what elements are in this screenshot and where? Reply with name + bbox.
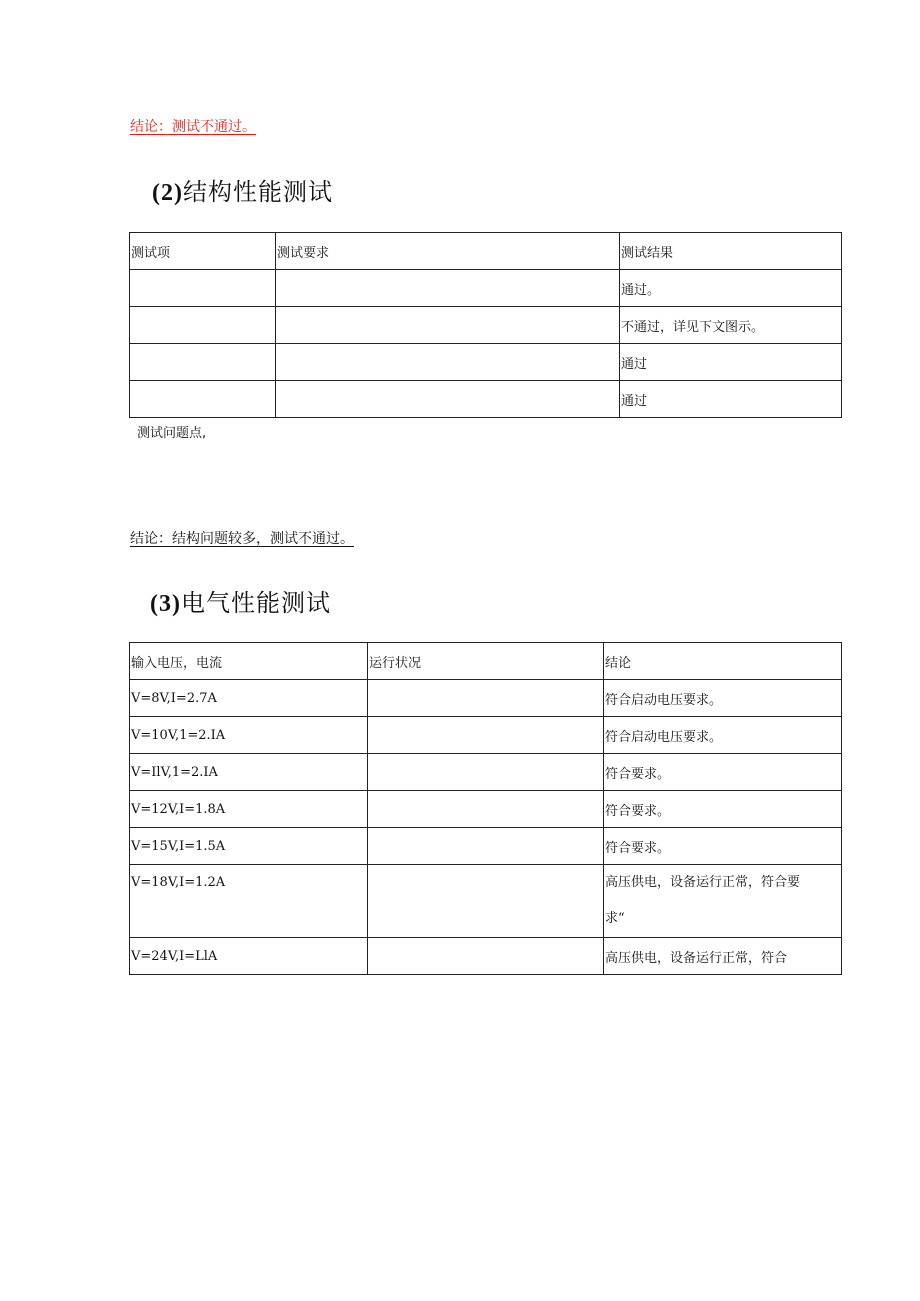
structure-test-table xyxy=(129,232,842,418)
table-cell xyxy=(368,791,604,828)
table-cell xyxy=(276,270,620,307)
table-row xyxy=(130,865,842,938)
table-row xyxy=(130,680,842,717)
electrical-test-table xyxy=(129,642,842,975)
table-cell xyxy=(276,381,620,418)
table-cell xyxy=(368,717,604,754)
table-cell xyxy=(368,680,604,717)
table-cell: V=12V,I=1.8A xyxy=(130,791,368,828)
header-cell: 输入电压，电流 xyxy=(130,643,368,680)
table-cell: V=15V,I=1.5A xyxy=(130,828,368,865)
conclusion-structure: 结论：结构问题较多，测试不通过。 xyxy=(130,531,354,547)
section-heading-structure xyxy=(152,172,333,207)
table-cell: 高压供电，设备运行正常，符合 xyxy=(604,938,842,975)
header-cell: 测试要求 xyxy=(276,233,620,270)
table-row xyxy=(130,754,842,791)
table-row xyxy=(130,938,842,975)
conclusion-not-pass: 结论：测试不通过。 xyxy=(130,119,256,135)
header-cell: 测试项 xyxy=(130,233,276,270)
table-cell xyxy=(368,754,604,791)
table-cell: V=10V,1=2.IA xyxy=(130,717,368,754)
table-cell: V=24V,I=LlA xyxy=(130,938,368,975)
header-cell: 结论 xyxy=(604,643,842,680)
table-cell: 符合要求。 xyxy=(604,754,842,791)
section-title: 电气性能测试 xyxy=(180,589,331,617)
table-cell: 通过。 xyxy=(620,270,842,307)
table-cell: 通过 xyxy=(620,381,842,418)
table-cell: 通过 xyxy=(620,344,842,381)
table-cell: 符合启动电压要求。 xyxy=(604,717,842,754)
table-cell: 高压供电，设备运行正常，符合要求“ xyxy=(604,865,842,938)
table-cell xyxy=(276,307,620,344)
table-cell xyxy=(130,270,276,307)
section-number: (2) xyxy=(152,180,183,206)
section-number: (3) xyxy=(150,591,181,617)
table-cell: V=18V,I=1.2A xyxy=(130,865,368,938)
table-cell xyxy=(368,865,604,938)
section-heading-electrical xyxy=(150,583,331,618)
table-row xyxy=(130,344,842,381)
table-cell xyxy=(130,344,276,381)
header-cell: 运行状况 xyxy=(368,643,604,680)
table-cell xyxy=(130,307,276,344)
table-cell xyxy=(130,381,276,418)
table-row xyxy=(130,828,842,865)
table-row xyxy=(130,381,842,418)
table-row xyxy=(130,791,842,828)
table-cell: 符合启动电压要求。 xyxy=(604,680,842,717)
table-row xyxy=(130,270,842,307)
table-header-row xyxy=(130,643,842,680)
section-title: 结构性能测试 xyxy=(182,178,333,206)
table-row xyxy=(130,307,842,344)
table-header-row xyxy=(130,233,842,270)
issues-label: 测试问题点, xyxy=(137,426,207,441)
table-cell xyxy=(276,344,620,381)
table-cell xyxy=(368,828,604,865)
table-cell: 符合要求。 xyxy=(604,791,842,828)
header-cell: 测试结果 xyxy=(620,233,842,270)
table-cell: V=IlV,1=2.IA xyxy=(130,754,368,791)
table-cell: V=8V,I=2.7A xyxy=(130,680,368,717)
table-cell: 符合要求。 xyxy=(604,828,842,865)
table-cell xyxy=(368,938,604,975)
table-row xyxy=(130,717,842,754)
table-cell: 不通过，详见下文图示。 xyxy=(620,307,842,344)
